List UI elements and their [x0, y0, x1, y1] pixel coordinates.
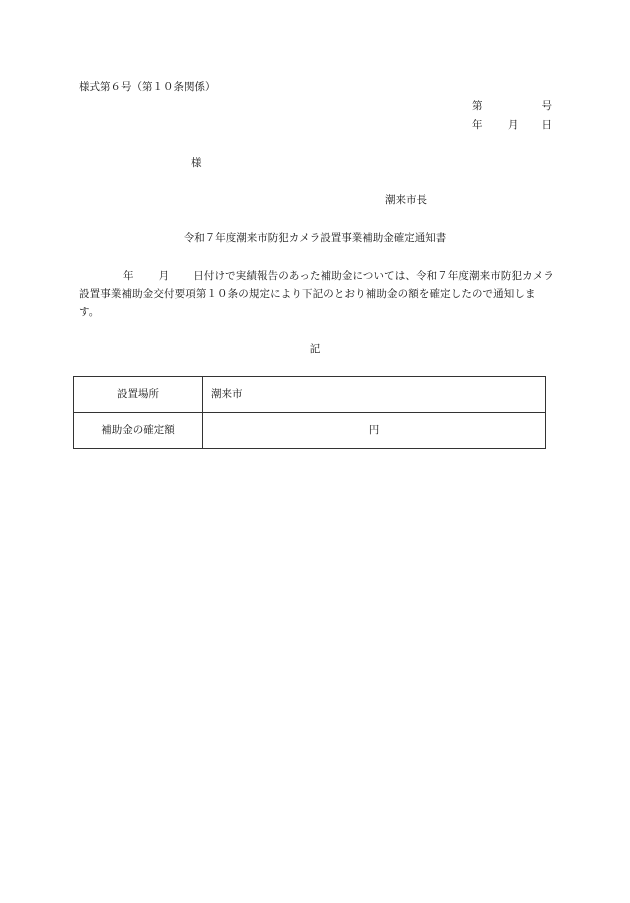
document-number [472, 101, 552, 113]
body-year: 年 [123, 270, 134, 282]
confirmed-amount-value: 円 [203, 413, 546, 449]
document-number-suffix: 号 [541, 100, 552, 112]
sender: 潮来市長 [385, 194, 427, 206]
installation-location-value: 潮来市 [203, 377, 546, 413]
table-row [74, 413, 546, 449]
body-paragraph [79, 267, 554, 321]
recipient: 様 [191, 157, 202, 169]
date-month: 月 [508, 119, 519, 131]
issue-date [472, 120, 552, 132]
ki-heading: 記 [309, 343, 321, 355]
form-number: 様式第６号（第１０条関係） [79, 81, 216, 93]
table-row [74, 377, 546, 413]
body-month: 月 [158, 270, 170, 282]
date-year: 年 [472, 119, 483, 131]
installation-location-label: 設置場所 [74, 377, 203, 413]
document-title: 令和７年度潮来市防犯カメラ設置事業補助金確定通知書 [183, 232, 447, 244]
document-number-prefix: 第 [472, 100, 483, 112]
date-day: 日 [541, 119, 552, 131]
body-text: 日付けで実績報告のあった補助金については、令和７年度潮来市防犯カメラ設置事業補助金交付要項第１０条の規定により下記のとおり補助金の額を確定したので通知します。 [79, 270, 555, 318]
confirmed-amount-label: 補助金の確定額 [74, 413, 203, 449]
detail-table [73, 376, 546, 449]
